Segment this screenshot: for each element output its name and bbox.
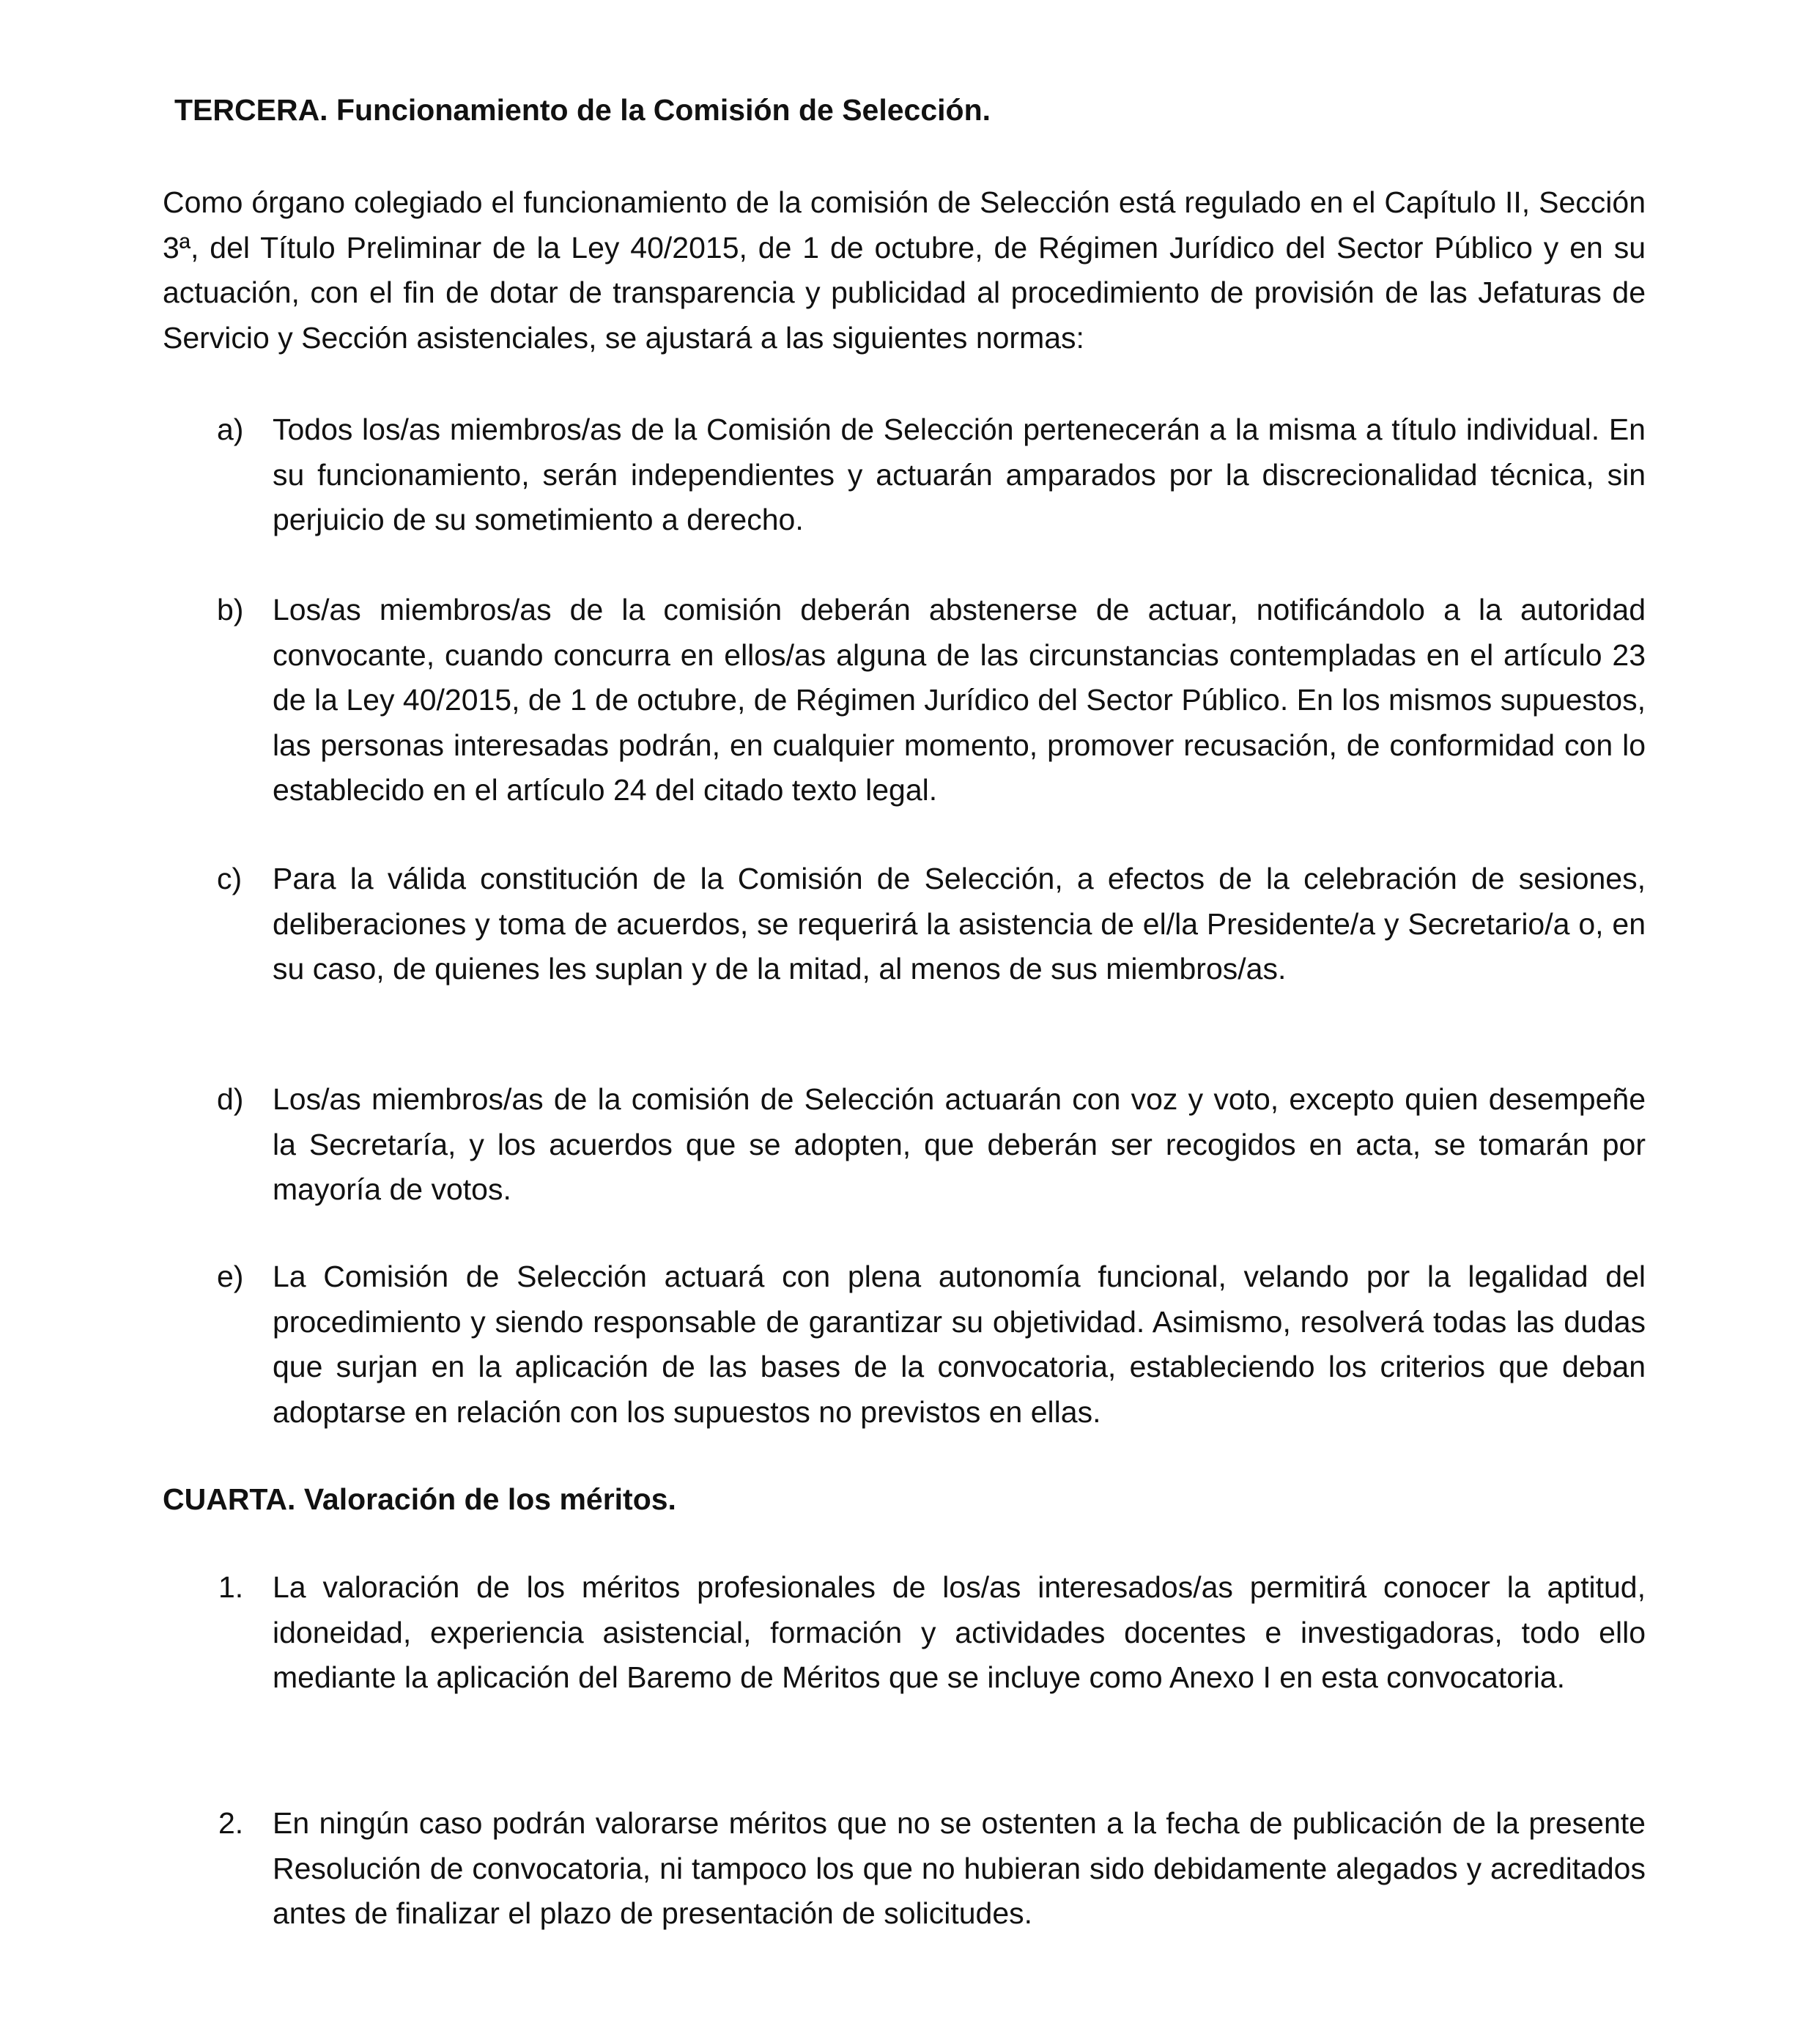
list-item-text: En ningún caso podrán valorarse méritos que no se ostenten a la fecha de publicación de la presente Resolución de convocatoria, ni tampoco los que no hubieran sido debidamente alegados y acreditados antes de finalizar el plazo de presentación de solicitudes. xyxy=(273,1806,1646,1930)
list-item-text: Los/as miembros/as de la comisión deberán abstenerse de actuar, notificándolo a la autoridad convocante, cuando concurra en ellos/as alguna de las circunstancias contempladas en el artículo 23 de la Ley 40/2015, de 1 de octubre, de Régimen Jurídico del Sector Público. En los mismos supuestos, las personas interesadas podrán, en cualquier momento, promover recusación, de conformidad con lo establecido en el artículo 24 del citado texto legal. xyxy=(273,593,1646,807)
list-item-b xyxy=(217,588,1646,813)
list-item-text: Todos los/as miembros/as de la Comisión de Selección pertenecerán a la misma a título individual. En su funcionamiento, serán independientes y actuarán amparados por la discrecionalidad técnica, sin perjuicio de su sometimiento a derecho. xyxy=(273,413,1646,536)
list-item-d xyxy=(217,1077,1646,1213)
list-item-2 xyxy=(218,1801,1646,1937)
list-item-marker: b) xyxy=(217,593,244,626)
section-tercera-heading: TERCERA. Funcionamiento de la Comisión de Selección. xyxy=(174,93,991,127)
list-item-marker: e) xyxy=(217,1260,244,1293)
list-item-text: La Comisión de Selección actuará con plena autonomía funcional, velando por la legalidad del procedimiento y siendo responsable de garantizar su objetividad. Asimismo, resolverá todas las dudas que surjan en la aplicación de las bases de la convocatoria, estableciendo los criterios que deban adoptarse en relación con los supuestos no previstos en ellas. xyxy=(273,1260,1646,1429)
list-item-marker: 1. xyxy=(218,1570,244,1604)
list-item-e xyxy=(217,1254,1646,1435)
list-item-marker: d) xyxy=(217,1082,244,1116)
list-item-c xyxy=(217,857,1646,992)
list-item-text: Para la válida constitución de la Comisión de Selección, a efectos de la celebración de sesiones, deliberaciones y toma de acuerdos, se requerirá la asistencia de el/la Presidente/a y Secretario/a o, en su caso, de quienes les suplan y de la mitad, al menos de sus miembros/as. xyxy=(273,862,1646,986)
list-item-marker: c) xyxy=(217,862,243,895)
section-cuarta-heading: CUARTA. Valoración de los méritos. xyxy=(163,1482,676,1516)
section-tercera-intro: Como órgano colegiado el funcionamiento de la comisión de Selección está regulado en el Capítulo II, Sección 3ª, del Título Preliminar de la Ley 40/2015, de 1 de octubre, de Régimen Jurídico del Sector Público y en su actuación, con el fin de dotar de transparencia y publicidad al procedimiento de provisión de las Jefaturas de Servicio y Sección asistenciales, se ajustará a las siguientes normas: xyxy=(163,185,1646,355)
list-item-1 xyxy=(218,1565,1646,1701)
list-item-text: Los/as miembros/as de la comisión de Selección actuarán con voz y voto, excepto quien desempeñe la Secretaría, y los acuerdos que se adopten, que deberán ser recogidos en acta, se tomarán por mayoría de votos. xyxy=(273,1082,1646,1206)
list-item-a xyxy=(217,407,1646,543)
list-item-text: La valoración de los méritos profesionales de los/as interesados/as permitirá conocer la aptitud, idoneidad, experiencia asistencial, formación y actividades docentes e investigadoras, todo ello mediante la aplicación del Baremo de Méritos que se incluye como Anexo I en esta convocatoria. xyxy=(273,1570,1646,1694)
list-item-marker: 2. xyxy=(218,1806,244,1840)
list-item-marker: a) xyxy=(217,413,244,446)
